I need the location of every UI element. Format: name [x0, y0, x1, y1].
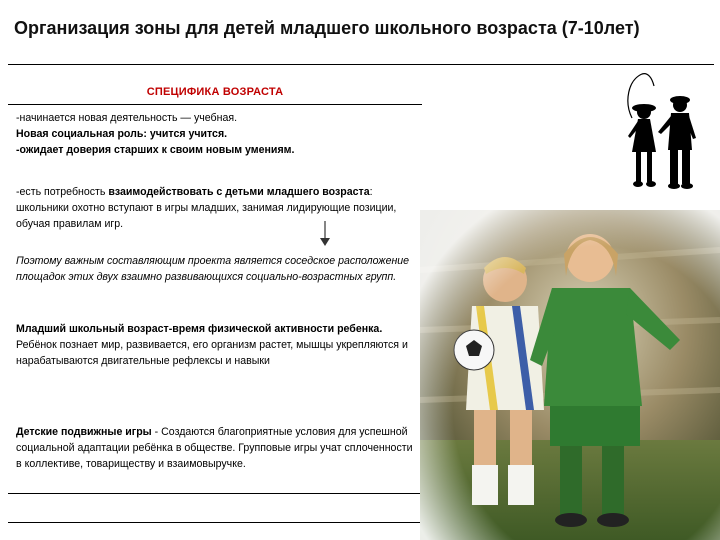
bottom-divider-1 [8, 493, 422, 494]
section-title: СПЕЦИФИКА ВОЗРАСТА [146, 86, 284, 98]
paragraph-new-activity [16, 110, 416, 158]
paragraph-interaction-need: -есть потребность взаимодейcтвовать с детьми младшего возраста: школьники охотно вступают в игры младших, занимая лидирующие позиции, обучая правилам игр. [16, 186, 397, 230]
title-divider [8, 64, 714, 65]
slide-title: Организация зоны для детей младшего школьного возраста (7-10лет) [14, 18, 640, 38]
paragraph-project-layout: Поэтому важным составляющим проекта является соседское расположение площадок этих двух взаимно развивающихся социально-возрастных групп. [16, 255, 410, 283]
bottom-divider-2 [8, 522, 422, 523]
paragraph-line: Новая социальная роль: учится учится. [16, 128, 228, 140]
down-arrow-icon [318, 221, 332, 247]
children-silhouette-image [618, 72, 708, 192]
paragraph-line: -начинается новая деятельность — учебная. [16, 112, 238, 124]
section-divider [8, 104, 422, 105]
kids-football-photo [420, 210, 720, 540]
paragraph-line: -ожидает доверия старших к своим новым умениям. [16, 144, 295, 156]
paragraph-outdoor-games: Детские подвижные игры - Создаются благоприятные условия для успешной социальной адаптации ребёнка в обществе. Групповые игры учат сплоченности в коллективе, товариществу и взаимовыручке. [16, 426, 413, 470]
paragraph-physical-activity: Младший школьный возраст-время физической активности ребенка. Ребёнок познает мир, развивается, его организм растет, мышцы укрепляются и нарабатываются двигательные рефлексы и навыки [16, 323, 408, 367]
